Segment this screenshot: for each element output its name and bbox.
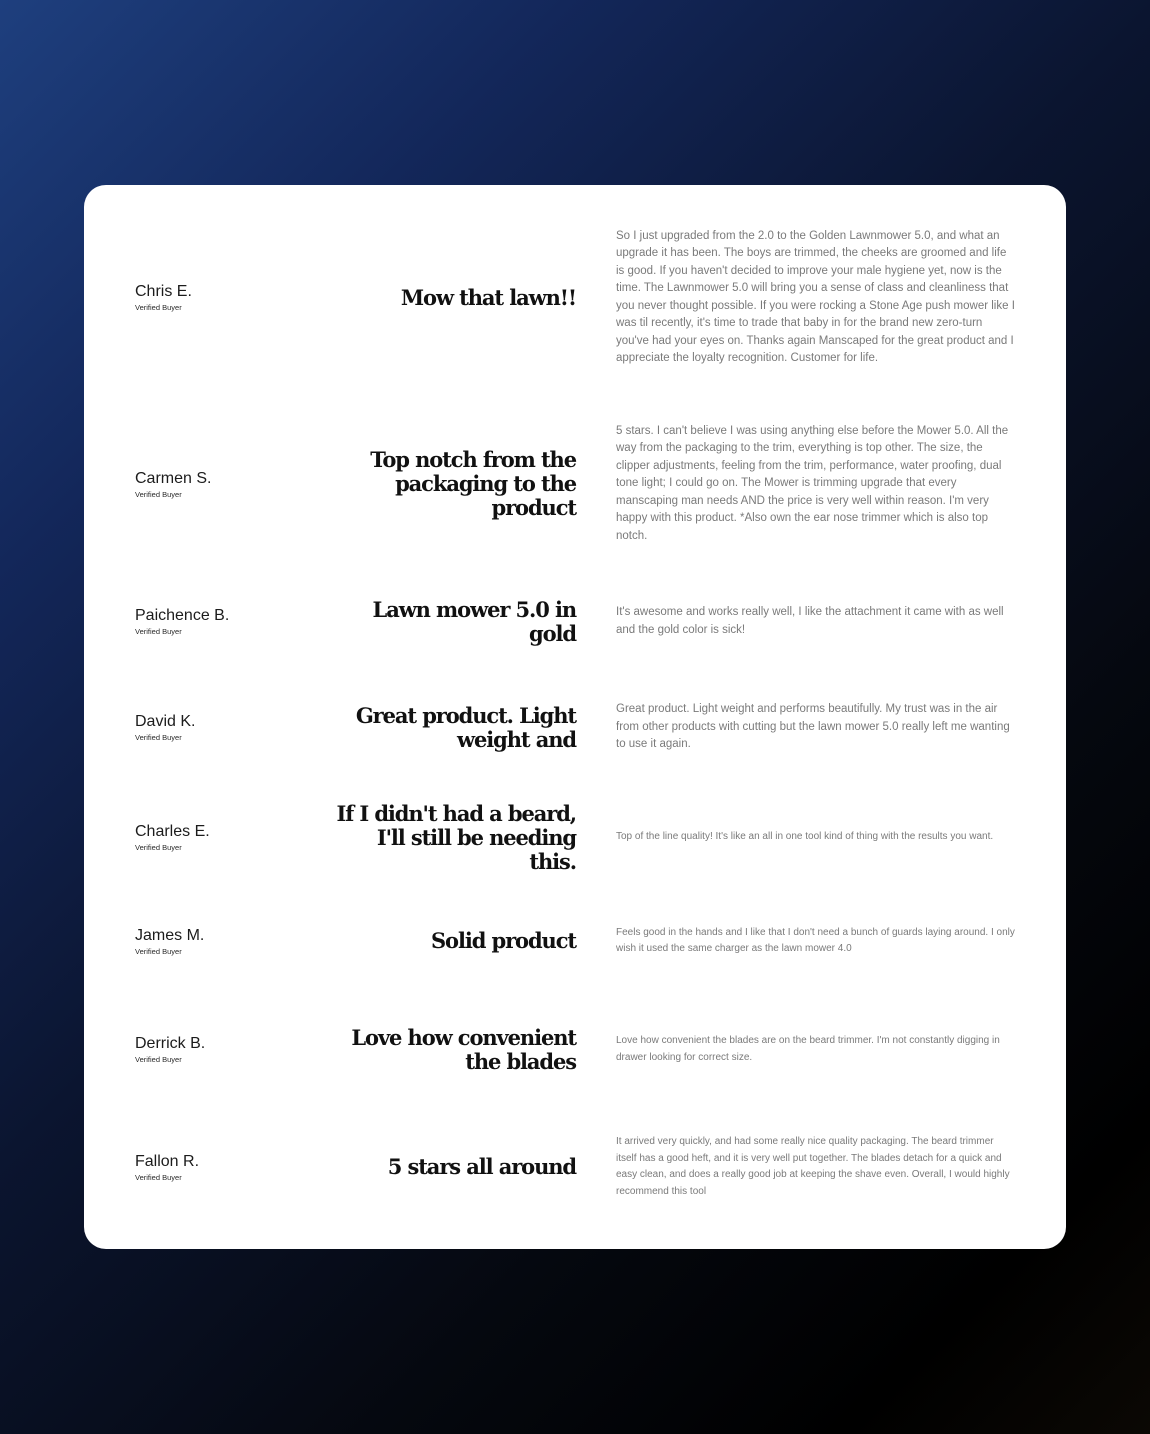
reviewer (135, 1153, 325, 1182)
review-headline: Great product. Light weight and (355, 702, 576, 752)
verified-buyer-badge: Verified Buyer (135, 733, 182, 742)
verified-buyer-badge: Verified Buyer (135, 303, 182, 312)
verified-buyer-badge: Verified Buyer (135, 1172, 182, 1182)
reviewer-name: David K. (135, 713, 196, 730)
reviewer (135, 470, 325, 499)
review-item (135, 997, 1015, 1102)
reviewer-name: Carmen S. (135, 469, 212, 487)
review-headline: Lawn mower 5.0 in gold (372, 596, 576, 646)
reviewer-name: Derrick B. (135, 1035, 206, 1052)
review-item (135, 205, 1015, 390)
review-item (135, 665, 1015, 790)
reviewer (135, 927, 325, 956)
reviewer (135, 1035, 325, 1064)
reviewer (135, 607, 325, 636)
review-item (135, 1102, 1015, 1232)
review-body: Love how convenient the blades are on the beard trimmer. I'm not constantly digging in drawer looking for correct size. (616, 1035, 1000, 1063)
reviewer-name: Charles E. (135, 823, 210, 840)
reviewer-name: Paichence B. (135, 607, 230, 624)
verified-buyer-badge: Verified Buyer (135, 946, 182, 956)
review-item (135, 790, 1015, 885)
verified-buyer-badge: Verified Buyer (135, 843, 182, 852)
review-body: Great product. Light weight and performs beautifully. My trust was in the air from other products with cutting but the lawn mower 5.0 really left me wanting to use it again. (616, 703, 1010, 751)
reviewer (135, 823, 325, 852)
review-headline: Mow that lawn!! (400, 284, 576, 310)
review-headline: 5 stars all around (387, 1154, 576, 1179)
reviewer (135, 283, 325, 312)
reviewer (135, 713, 325, 742)
review-headline: Solid product (430, 928, 576, 953)
review-body: 5 stars. I can't believe I was using anything else before the Mower 5.0. All the way from the packaging to the trim, everything is top other. The size, the clipper adjustments, feeling from the trim, performance, water proofing, dual tone light; I could go on. The Mower is trimming upgrade that every manscaping man needs AND the price is very well within reason. I'm very happy with this product. *Also own the ear nose trimmer which is also top notch. (616, 424, 1009, 542)
review-item (135, 885, 1015, 997)
reviewer-name: Fallon R. (135, 1152, 200, 1170)
review-body: It arrived very quickly, and had some really nice quality packaging. The beard trimmer itself has a good heft, and it is very well put together. The blades detach for a quick and easy clean, and does a really good job at keeping the shave even. Overall, I would highly recommend this tool (616, 1136, 1010, 1197)
reviews-card (84, 185, 1066, 1249)
review-headline: Top notch from the packaging to the product (370, 447, 576, 520)
verified-buyer-badge: Verified Buyer (135, 489, 182, 499)
review-body: It's awesome and works really well, I like the attachment it came with as well and the gold color is sick! (616, 606, 1004, 636)
reviewer-name: Chris E. (135, 283, 192, 300)
review-body: So I just upgraded from the 2.0 to the Golden Lawnmower 5.0, and what an upgrade it has been. The boys are trimmed, the cheeks are groomed and life is good. If you haven't decided to improve your male hygiene yet, now is the time. The Lawnmower 5.0 will bring you a sense of class and cleanliness that you never thought possible. If you were rocking a Stone Age push mower like I was til recently, it's time to trade that baby in for the brand new zero-turn you've had your eyes on. Thanks again Manscaped for the great product and I appreciate the loyalty recognition. Customer for life. (616, 229, 1015, 364)
verified-buyer-badge: Verified Buyer (135, 1055, 182, 1064)
reviewer-name: James M. (135, 926, 205, 944)
verified-buyer-badge: Verified Buyer (135, 627, 182, 636)
review-headline: If I didn't had a beard, I'll still be needing this. (336, 800, 576, 874)
review-item (135, 390, 1015, 578)
review-item (135, 578, 1015, 665)
review-body: Top of the line quality! It's like an all in one tool kind of thing with the results you want. (616, 831, 994, 843)
review-body: Feels good in the hands and I like that I don't need a bunch of guards laying around. I only wish it used the same charger as the lawn mower 4.0 (616, 926, 1015, 954)
review-headline: Love how convenient the blades (351, 1024, 576, 1074)
